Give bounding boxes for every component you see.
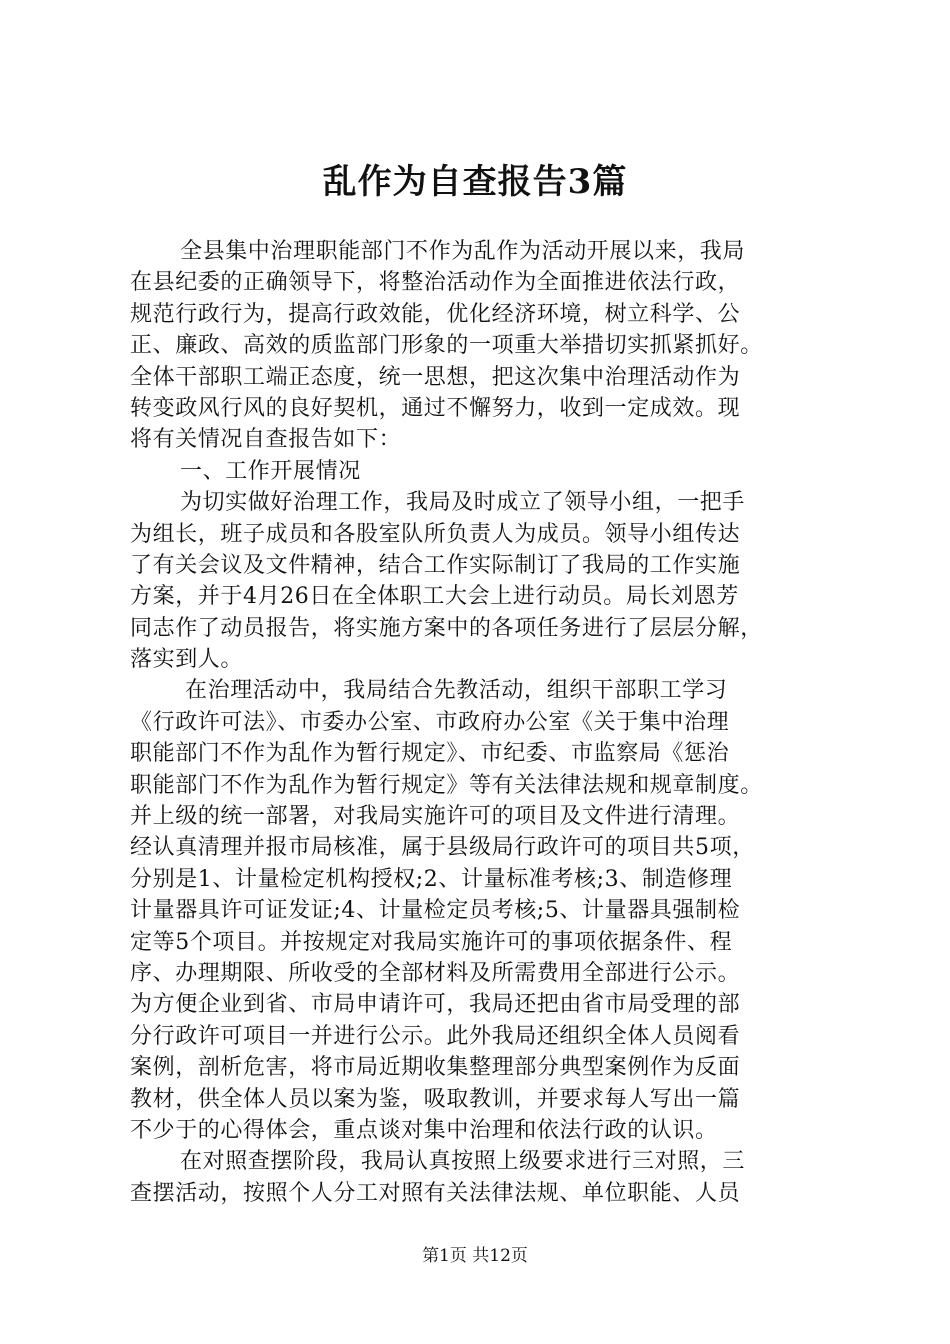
body-line: 了有关会议及文件精神，结合工作实际制订了我局的工作实施 [130, 552, 741, 578]
body-line: 分行政许可项目一并进行公示。此外我局还组织全体人员阅看 [130, 1023, 741, 1049]
body-line: 序、办理期限、所收受的全部材料及所需费用全部进行公示。 [130, 960, 741, 986]
body-line: 为组长，班子成员和各股室队所负责人为成员。领导小组传达 [130, 521, 741, 547]
body-line: 在对照查摆阶段，我局认真按照上级要求进行三对照，三 [180, 1149, 746, 1175]
body-line: 在县纪委的正确领导下，将整治活动作为全面推进依法行政， [130, 270, 741, 296]
body-line: 同志作了动员报告，将实施方案中的各项任务进行了层层分解， [130, 615, 763, 641]
body-line: 为切实做好治理工作，我局及时成立了领导小组，一把手 [180, 490, 746, 516]
body-line: 将有关情况自查报告如下： [130, 427, 402, 453]
body-line: 《行政许可法》、市委办公室、市政府办公室《关于集中治理 [130, 709, 730, 735]
body-line: 计量器具许可证发证;4、计量检定员考核;5、计量器具强制检 [130, 898, 741, 924]
section-heading: 一、工作开展情况 [180, 458, 361, 484]
body-line: 全县集中治理职能部门不作为乱作为活动开展以来，我局 [180, 239, 746, 264]
body-line: 不少于的心得体会，重点谈对集中治理和依法行政的认识。 [130, 1117, 718, 1143]
body-line: 案例，剖析危害，将市局近期收集整理部分典型案例作为反面 [130, 1055, 741, 1081]
body-line: 并上级的统一部署，对我局实施许可的项目及文件进行清理。 [130, 804, 741, 830]
body-line: 方案，并于4月26日在全体职工大会上进行动员。局长刘恩芳 [130, 584, 739, 610]
body-line: 正、廉政、高效的质监部门形象的一项重大举措切实抓紧抓好。 [130, 333, 763, 359]
document-body [130, 236, 830, 1209]
body-line: 在治理活动中，我局结合先教活动，组织干部职工学习 [185, 678, 728, 704]
document-title: 乱作为自查报告3篇 [322, 162, 628, 202]
body-line: 职能部门不作为乱作为暂行规定》等有关法律法规和规章制度。 [130, 772, 763, 798]
body-line: 经认真清理并报市局核准，属于县级局行政许可的项目共5项， [130, 835, 755, 861]
body-line: 全体干部职工端正态度，统一思想，把这次集中治理活动作为 [130, 364, 741, 390]
page-number: 第1页 共12页 [422, 1246, 528, 1266]
body-line: 为方便企业到省、市局申请许可，我局还把由省市局受理的部 [130, 992, 741, 1018]
body-line: 落实到人。 [130, 647, 244, 673]
body-line: 教材，供全体人员以案为鉴，吸取教训，并要求每人写出一篇 [130, 1086, 741, 1112]
body-line: 定等5个项目。并按规定对我局实施许可的事项依据条件、程 [130, 929, 733, 955]
body-line: 分别是1、计量检定机构授权;2、计量标准考核;3、制造修理 [130, 866, 733, 892]
body-line: 转变政风行风的良好契机，通过不懈努力，收到一定成效。现 [130, 395, 741, 421]
body-line: 规范行政行为，提高行政效能，优化经济环境，树立科学、公 [130, 301, 741, 327]
body-line: 职能部门不作为乱作为暂行规定》、市纪委、市监察局《惩治 [130, 741, 730, 767]
body-line: 查摆活动，按照个人分工对照有关法律法规、单位职能、人员 [130, 1180, 741, 1206]
